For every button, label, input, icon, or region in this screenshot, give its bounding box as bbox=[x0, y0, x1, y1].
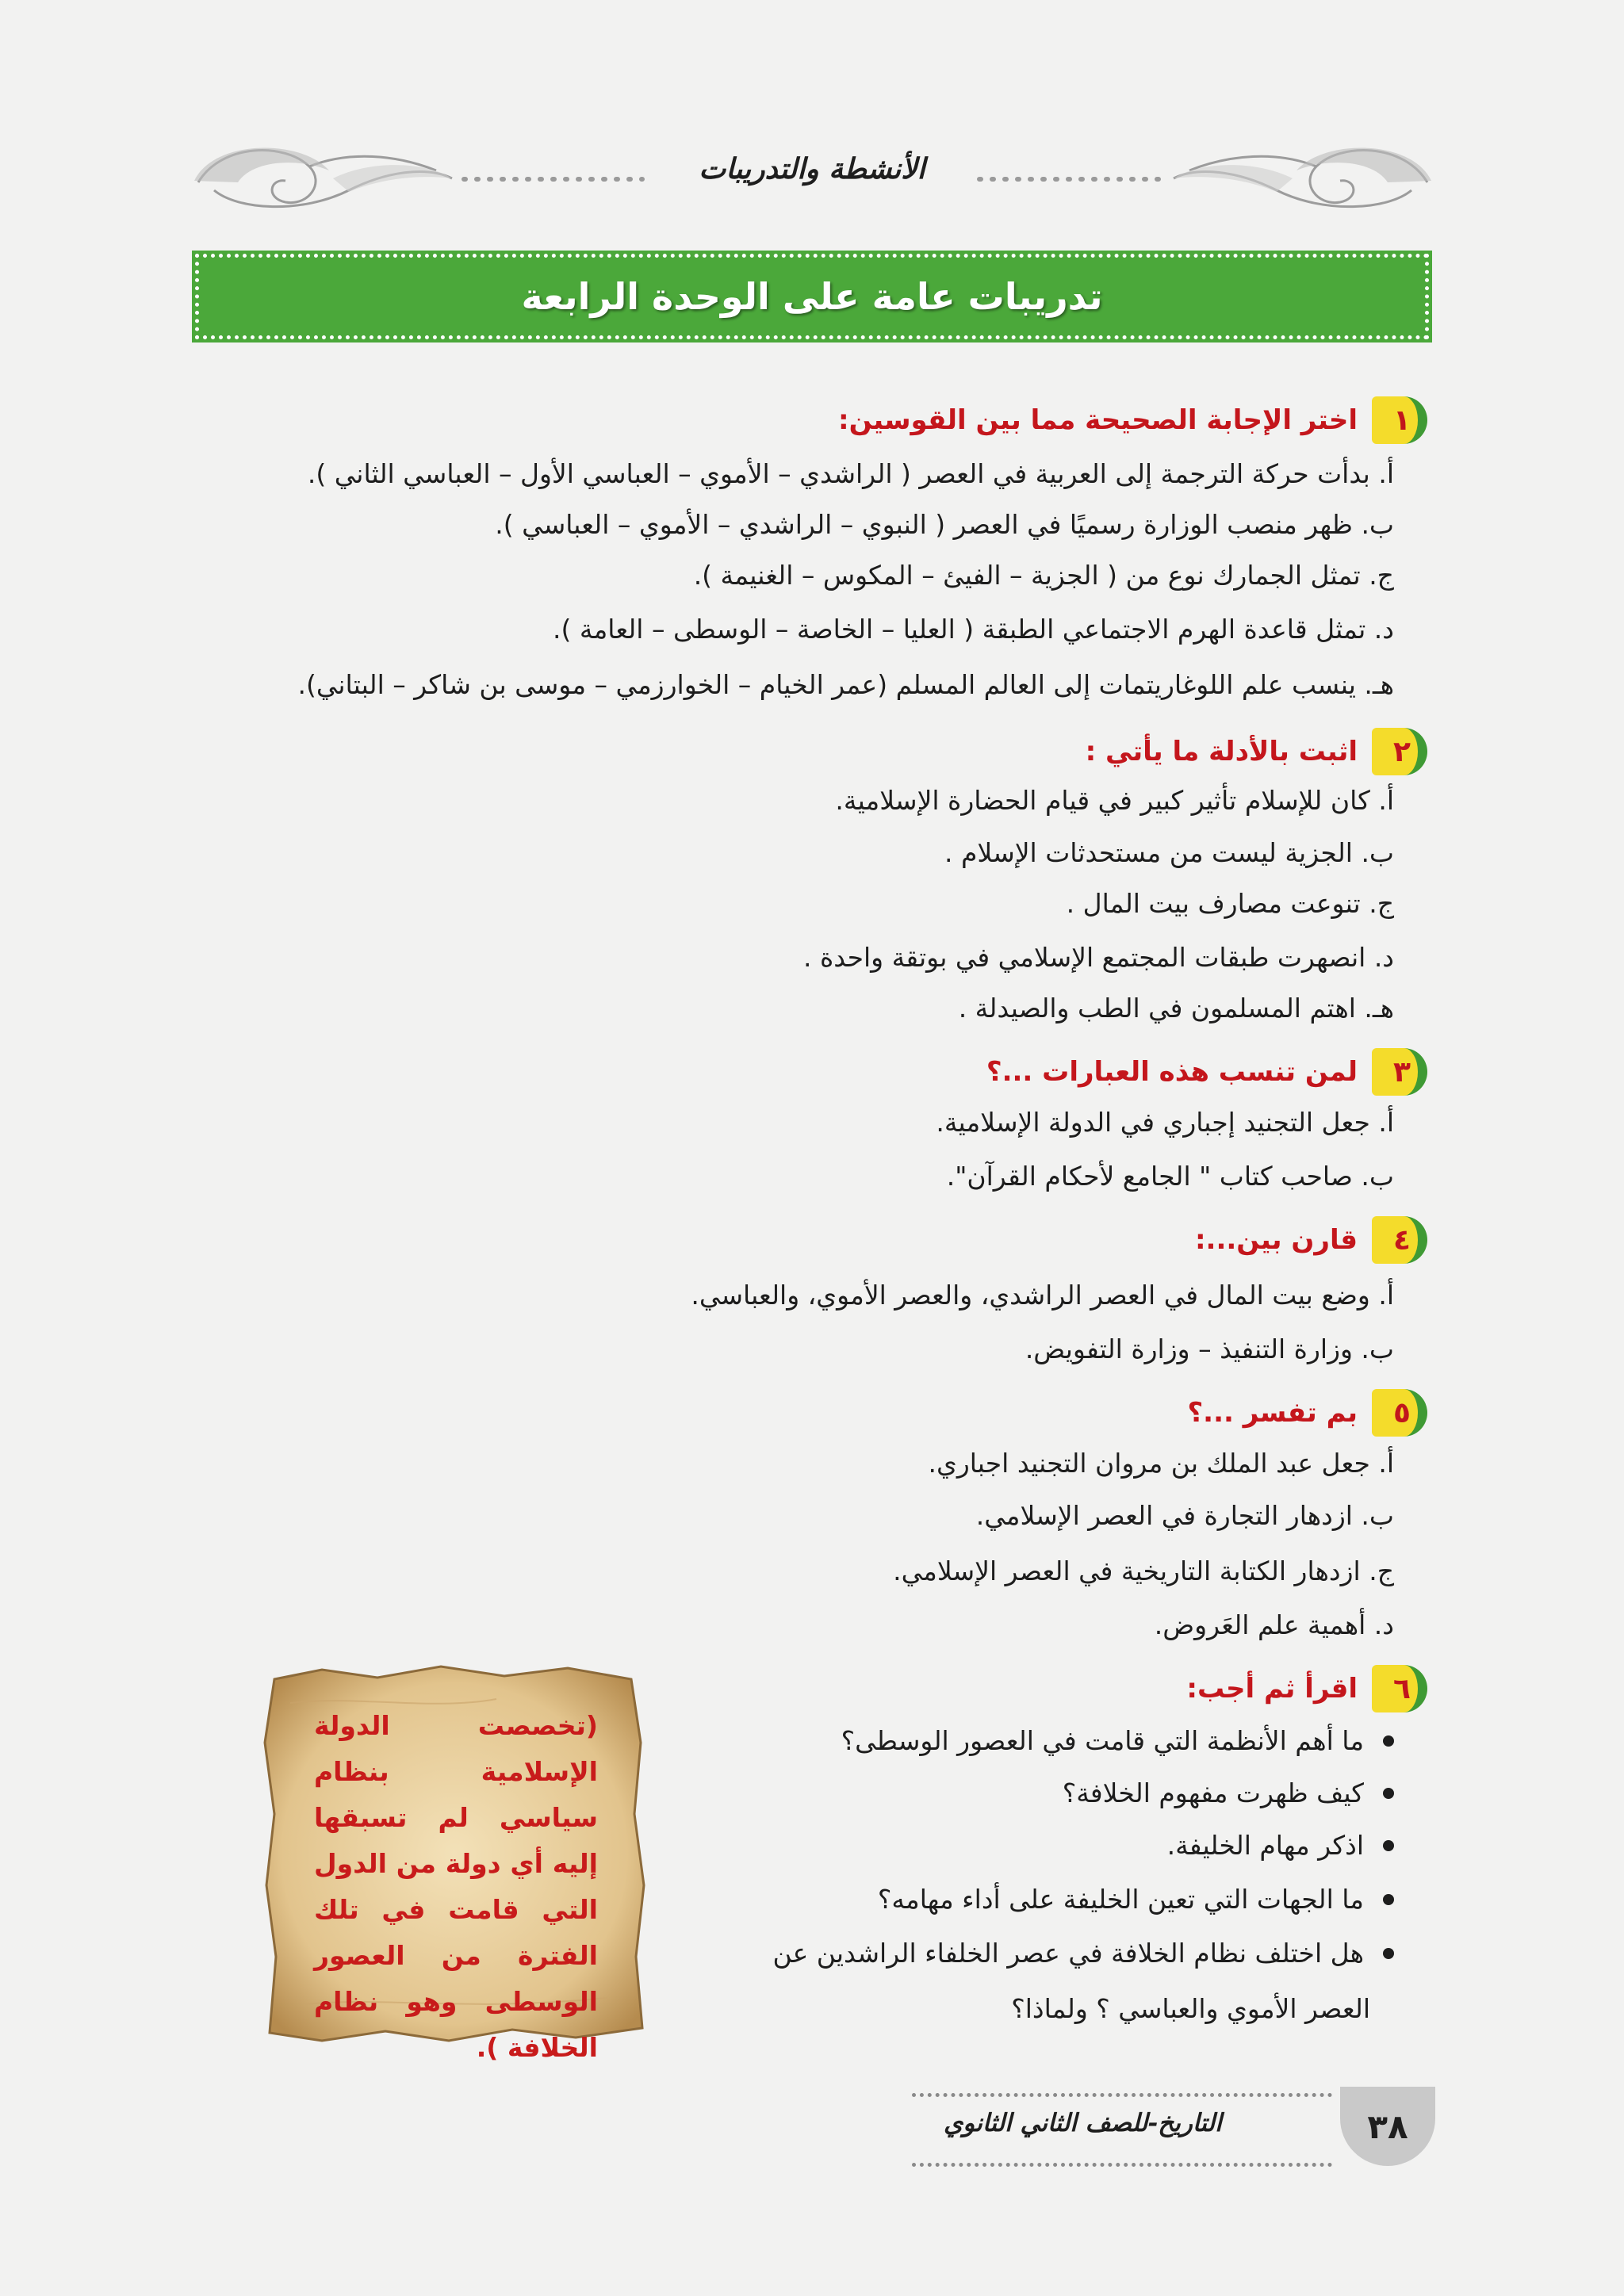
bullet-text: ما أهم الأنظمة التي قامت في العصور الوسطى؟ bbox=[841, 1725, 1364, 1756]
section-title: اقرأ ثم أجب: bbox=[1186, 1673, 1358, 1705]
bullet-dot bbox=[1383, 1894, 1394, 1905]
section-5-header bbox=[1187, 1387, 1427, 1438]
question-item: ب. الجزية ليست من مستحدثات الإسلام . bbox=[944, 837, 1394, 868]
question-item: د. انصهرت طبقات المجتمع الإسلامي في بوتقة واحدة . bbox=[803, 942, 1394, 973]
section-4-header bbox=[1195, 1215, 1427, 1265]
section-number: ١ bbox=[1393, 404, 1411, 437]
question-item: ب. وزارة التنفيذ – وزارة التفويض. bbox=[1025, 1334, 1394, 1364]
bullet-dot bbox=[1383, 1840, 1394, 1851]
section-number: ٢ bbox=[1393, 735, 1411, 768]
question-item: هـ. ينسب علم اللوغاريتمات إلى العالم المسلم (عمر الخيام – الخوارزمي – موسى بن شاكر – البتاني). bbox=[297, 669, 1394, 700]
question-item: أ. كان للإسلام تأثير كبير في قيام الحضارة الإسلامية. bbox=[835, 785, 1394, 816]
question-item: ج. ازدهار الكتابة التاريخية في العصر الإسلامي. bbox=[893, 1556, 1394, 1586]
bullet-dot bbox=[1383, 1788, 1394, 1799]
question-bullet bbox=[772, 1936, 1394, 1971]
question-item: ب. ظهر منصب الوزارة رسميًا في العصر ( النبوي – الراشدي – الأموي – العباسي ). bbox=[495, 509, 1394, 540]
question-item: أ. جعل عبد الملك بن مروان التجنيد اجباري. bbox=[928, 1448, 1394, 1479]
section-number-tab bbox=[1372, 1389, 1427, 1437]
question-bullet bbox=[841, 1724, 1394, 1758]
section-number-tab bbox=[1372, 396, 1427, 444]
section-number-tab bbox=[1372, 1216, 1427, 1264]
section-number: ٣ bbox=[1393, 1055, 1411, 1089]
question-item: أ. وضع بيت المال في العصر الراشدي، والعصر الأموي، والعباسي. bbox=[691, 1280, 1394, 1311]
section-2-header bbox=[1086, 726, 1427, 777]
question-bullet bbox=[1063, 1776, 1394, 1811]
section-number-tab bbox=[1372, 1665, 1427, 1712]
section-number-tab bbox=[1372, 1048, 1427, 1096]
bullet-continuation: العصر الأموي والعباسي ؟ ولماذا؟ bbox=[1011, 1993, 1370, 2024]
question-bullet bbox=[1167, 1828, 1394, 1863]
section-title: بم تفسر ...؟ bbox=[1187, 1397, 1358, 1429]
note-text: (تخصصت الدولة الإسلامية بنظام سياسي لم تسبقها إليه أي دولة من الدول التي قامت في تلك الفترة من العصور الوسطى وهو نظام الخلافة ). bbox=[314, 1710, 598, 2063]
section-title: قارن بين...: bbox=[1194, 1224, 1358, 1256]
bullet-text: ما الجهات التي تعين الخليفة على أداء مهامه؟ bbox=[877, 1884, 1364, 1915]
page-number: ٣٨ bbox=[1367, 2107, 1408, 2146]
question-bullet bbox=[878, 1882, 1394, 1917]
question-item: د. أهمية علم العَروض. bbox=[1154, 1609, 1394, 1640]
bullet-text: كيف ظهرت مفهوم الخلافة؟ bbox=[1062, 1777, 1364, 1808]
section-number: ٥ bbox=[1393, 1396, 1411, 1429]
section-3-header bbox=[986, 1047, 1427, 1097]
banner-title: تدريبات عامة على الوحدة الرابعة bbox=[521, 275, 1103, 318]
footer-title: التاريخ-للصف الثاني الثانوي bbox=[944, 2109, 1222, 2137]
question-item: ج. تنوعت مصارف بيت المال . bbox=[1066, 888, 1394, 919]
question-item: د. تمثل قاعدة الهرم الاجتماعي الطبقة ( العليا – الخاصة – الوسطى – العامة ). bbox=[553, 614, 1394, 645]
header-title: الأنشطة والتدريبات bbox=[699, 152, 925, 186]
parchment-note bbox=[259, 1655, 649, 2063]
footer-dotted-line bbox=[912, 2093, 1332, 2100]
question-item: أ. جعل التجنيد إجباري في الدولة الإسلامية. bbox=[936, 1107, 1394, 1138]
footer-dotted-line bbox=[912, 2163, 1332, 2170]
question-item: أ. بدأت حركة الترجمة إلى العربية في العصر ( الراشدي – الأموي – العباسي الأول – العباسي الثاني ). bbox=[307, 458, 1394, 489]
question-item: هـ. اهتم المسلمون في الطب والصيدلة . bbox=[958, 993, 1394, 1024]
section-number: ٤ bbox=[1393, 1223, 1411, 1257]
section-title: لمن تنسب هذه العبارات ...؟ bbox=[986, 1056, 1358, 1088]
question-item: ب. صاحب كتاب " الجامع لأحكام القرآن". bbox=[946, 1161, 1394, 1192]
section-1-header bbox=[838, 395, 1427, 446]
bullet-dot bbox=[1383, 1735, 1394, 1747]
section-title: اثبت بالأدلة ما يأتي : bbox=[1085, 736, 1358, 767]
bullet-dot bbox=[1383, 1948, 1394, 1959]
section-6-header bbox=[1186, 1663, 1427, 1714]
question-item: ج. تمثل الجمارك نوع من ( الجزية – الفيئ – المكوس – الغنيمة ). bbox=[693, 560, 1394, 591]
bullet-text: هل اختلف نظام الخلافة في عصر الخلفاء الراشدين عن bbox=[772, 1938, 1364, 1969]
section-title: اختر الإجابة الصحيحة مما بين القوسين: bbox=[838, 404, 1358, 436]
section-number: ٦ bbox=[1393, 1672, 1411, 1705]
question-item: ب. ازدهار التجارة في العصر الإسلامي. bbox=[975, 1500, 1394, 1531]
bullet-text: اذكر مهام الخليفة. bbox=[1166, 1830, 1364, 1861]
section-number-tab bbox=[1372, 728, 1427, 775]
